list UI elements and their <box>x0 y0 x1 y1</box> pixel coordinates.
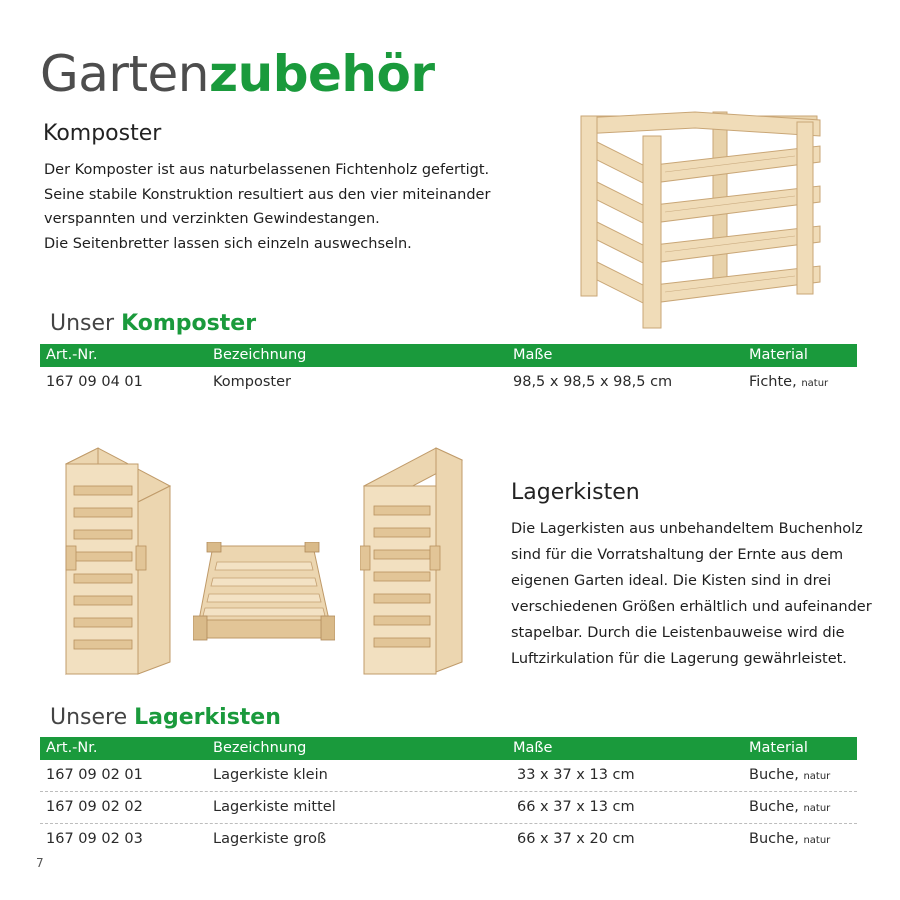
header-bezeichnung: Bezeichnung <box>213 740 307 756</box>
material-wood: Buche, <box>749 767 799 783</box>
komposter-table <box>40 344 857 398</box>
lagerkiste-tall-image <box>58 446 176 676</box>
cell-bezeichnung: Lagerkiste groß <box>213 831 327 847</box>
cell-material <box>749 792 830 824</box>
cell-material <box>749 367 828 399</box>
section-title-bold: Komposter <box>121 311 257 336</box>
section-title-light: Unser <box>50 311 122 336</box>
lagerkisten-description <box>511 516 872 672</box>
material-finish: natur <box>803 771 831 782</box>
header-masse: Maße <box>513 347 553 363</box>
komposter-description-line: Seine stabile Konstruktion resultiert aus den vier miteinander <box>44 186 491 203</box>
material-finish: natur <box>803 835 831 846</box>
header-material: Material <box>749 740 808 756</box>
komposter-description-line: Die Seitenbretter lassen sich einzeln auswechseln. <box>44 235 412 252</box>
lagerkisten-heading: Lagerkisten <box>511 480 640 505</box>
table-header <box>40 344 857 367</box>
cell-bezeichnung: Komposter <box>213 374 291 390</box>
komposter-description-line: Der Komposter ist aus naturbelassenen Fichtenholz gefertigt. <box>44 162 490 178</box>
header-art-nr: Art.-Nr. <box>46 740 98 756</box>
cell-masse: 66 x 37 x 13 cm <box>517 799 635 815</box>
komposter-heading: Komposter <box>43 121 162 146</box>
page-number: 7 <box>36 856 44 870</box>
header-masse: Maße <box>513 740 553 756</box>
lagerkisten-description-line: stapelbar. Durch die Leistenbauweise wird die <box>511 625 845 641</box>
cell-masse: 98,5 x 98,5 x 98,5 cm <box>513 374 673 390</box>
table-header <box>40 737 857 760</box>
lagerkisten-description-line: sind für die Vorratshaltung der Ernte aus dem <box>511 547 844 563</box>
lagerkiste-flat-image <box>193 542 335 644</box>
material-finish: natur <box>801 378 829 389</box>
cell-masse: 33 x 37 x 13 cm <box>517 767 635 783</box>
komposter-image <box>575 106 830 331</box>
cell-bezeichnung: Lagerkiste klein <box>213 767 328 783</box>
cell-material <box>749 760 830 792</box>
header-art-nr: Art.-Nr. <box>46 347 98 363</box>
lagerkisten-description-line: Luftzirkulation für die Lagerung gewährleistet. <box>511 651 847 667</box>
table-row <box>40 367 857 398</box>
lagerkisten-description-line: eigenen Garten ideal. Die Kisten sind in drei <box>511 573 832 589</box>
material-wood: Buche, <box>749 799 799 815</box>
cell-bezeichnung: Lagerkiste mittel <box>213 799 336 815</box>
lagerkisten-description-line: verschiedenen Größen erhältlich und aufeinander <box>511 599 872 615</box>
material-wood: Buche, <box>749 831 799 847</box>
material-wood: Fichte, <box>749 374 797 390</box>
cell-masse: 66 x 37 x 20 cm <box>517 831 635 847</box>
page-title-light: Garten <box>40 45 209 103</box>
lagerkisten-table <box>40 737 857 855</box>
section-title-light: Unsere <box>50 705 135 730</box>
lagerkiste-tall-open-image <box>360 446 466 676</box>
header-bezeichnung: Bezeichnung <box>213 347 307 363</box>
section-title-lagerkisten <box>50 705 281 730</box>
cell-material <box>749 824 830 856</box>
section-title-komposter <box>50 311 256 336</box>
page-title-bold: zubehör <box>209 45 435 103</box>
cell-art-nr: 167 09 02 02 <box>46 799 143 815</box>
komposter-description-line: verspannten und verzinkten Gewindestangen. <box>44 211 380 227</box>
page-title <box>40 42 435 106</box>
lagerkisten-description-line: Die Lagerkisten aus unbehandeltem Buchenholz <box>511 521 863 537</box>
komposter-description <box>44 158 490 256</box>
cell-art-nr: 167 09 04 01 <box>46 374 143 390</box>
cell-art-nr: 167 09 02 01 <box>46 767 143 783</box>
table-row <box>40 823 857 855</box>
section-title-bold: Lagerkisten <box>134 705 281 730</box>
header-material: Material <box>749 347 808 363</box>
cell-art-nr: 167 09 02 03 <box>46 831 143 847</box>
table-row <box>40 760 857 791</box>
table-row <box>40 791 857 823</box>
material-finish: natur <box>803 803 831 814</box>
